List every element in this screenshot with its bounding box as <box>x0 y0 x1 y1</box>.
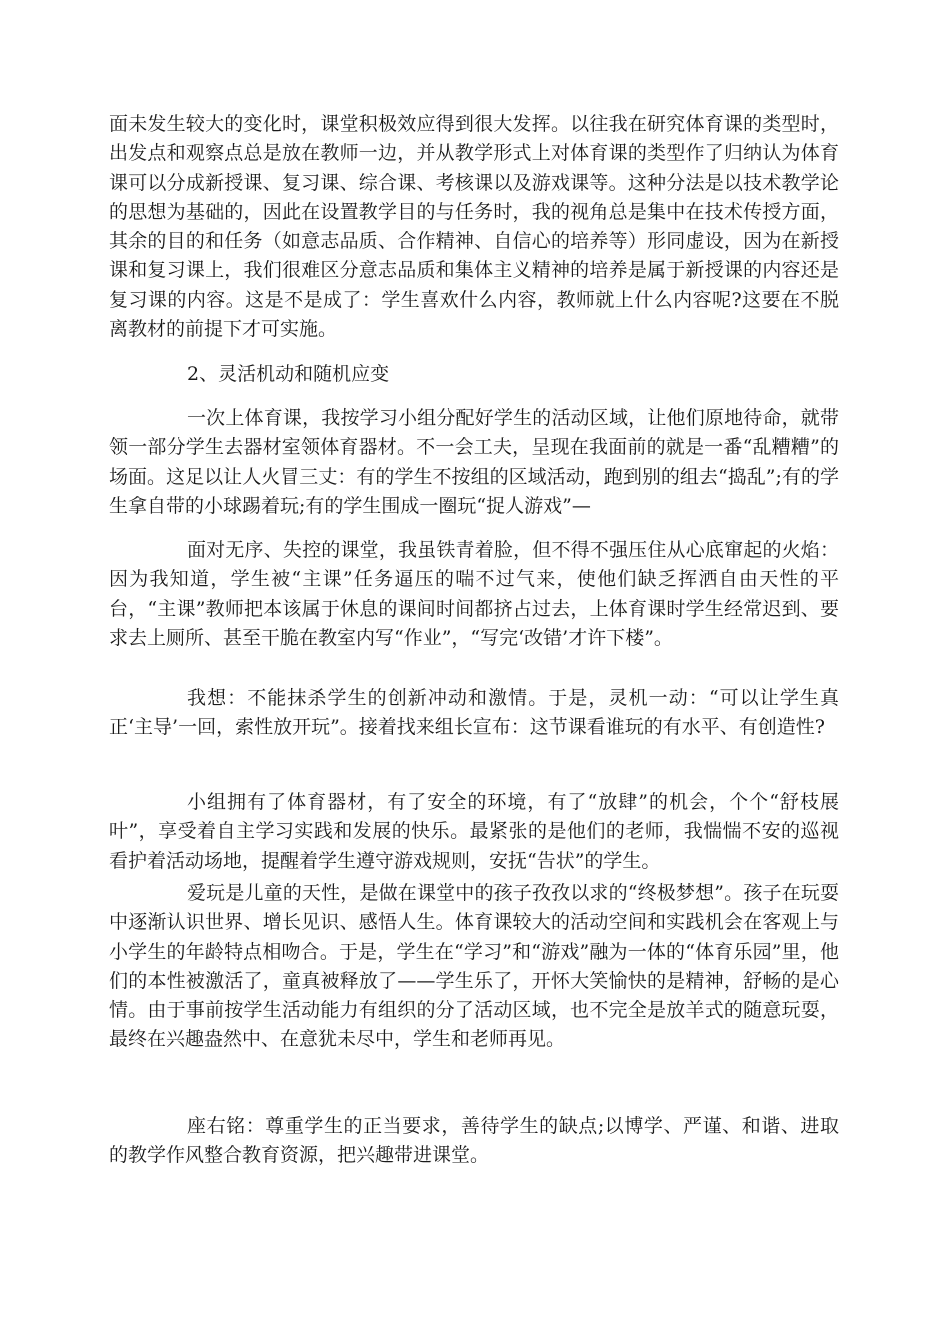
paragraph-course-types: 面未发生较大的变化时，课堂积极效应得到很大发挥。以往我在研究体育课的类型时，出发点和观察点总是放在教师一边，并从教学形式上对体育课的类型作了归纳认为体育课可以分成新授课、复习课、综合课、考核课以及游戏课等。这种分法是以技术教学论的思想为基础的，因此在设置教学目的与任务时，我的视角总是集中在技术传授方面，其余的目的和任务（如意志品质、合作精神、自信心的培养等）形同虚设，因为在新授课和复习课上，我们很难区分意志品质和集体主义精神的培养是属于新授课的内容还是复习课的内容。这是不是成了：学生喜欢什么内容，教师就上什么内容呢?这要在不脱离教材的前提下才可实施。 <box>109 113 839 341</box>
section-heading: 2、灵活机动和随机应变 <box>187 363 390 385</box>
paragraph-disorder: 面对无序、失控的课堂，我虽铁青着脸，但不得不强压住从心底窜起的火焰：因为我知道，学生被“主课”任务逼压的喘不过气来，使他们缺乏挥洒自由天性的平台，“主课”教师把本该属于休息的课间时间都挤占过去，上体育课时学生经常迟到、要求去上厕所、甚至干脆在教室内写“作业”，“写完‘改错’才许下楼”。 <box>109 539 839 649</box>
paragraph-inspiration: 我想：不能抹杀学生的创新冲动和激情。于是，灵机一动：“可以让学生真正‘主导’一回，索性放开玩”。接着找来组长宣布：这节课看谁玩的有水平、有创造性? <box>109 687 839 739</box>
paragraph-play-nature: 爱玩是儿童的天性，是做在课堂中的孩子孜孜以求的“终极梦想”。孩子在玩耍中逐渐认识世界、增长见识、感悟人生。体育课较大的活动空间和实践机会在客观上与小学生的年龄特点相吻合。于是，学生在“学习”和“游戏”融为一体的“体育乐园”里，他们的本性被激活了，童真被释放了——学生乐了，开怀大笑愉快的是精神，舒畅的是心情。由于事前按学生活动能力有组织的分了活动区域，也不完全是放羊式的随意玩耍，最终在兴趣盎然中、在意犹未尽中，学生和老师再见。 <box>109 882 839 1051</box>
paragraph-motto: 座右铭：尊重学生的正当要求，善待学生的缺点;以博学、严谨、和谐、进取的教学作风整合教育资源，把兴趣带进课堂。 <box>109 1115 839 1167</box>
paragraph-group-play: 小组拥有了体育器材，有了安全的环境，有了“放肆”的机会，个个“舒枝展叶”，享受着自主学习实践和发展的快乐。最紧张的是他们的老师，我惴惴不安的巡视看护着活动场地，提醒着学生遵守游戏规则，安抚“告状”的学生。 <box>109 791 839 872</box>
paragraph-class-story: 一次上体育课，我按学习小组分配好学生的活动区域，让他们原地待命，就带领一部分学生去器材室领体育器材。不一会工夫，呈现在我面前的就是一番“乱糟糟”的场面。这足以让人火冒三丈：有的学生不按组的区域活动，跑到别的组去“捣乱”;有的学生拿自带的小球踢着玩;有的学生围成一圈玩“捉人游戏”— <box>109 407 839 517</box>
